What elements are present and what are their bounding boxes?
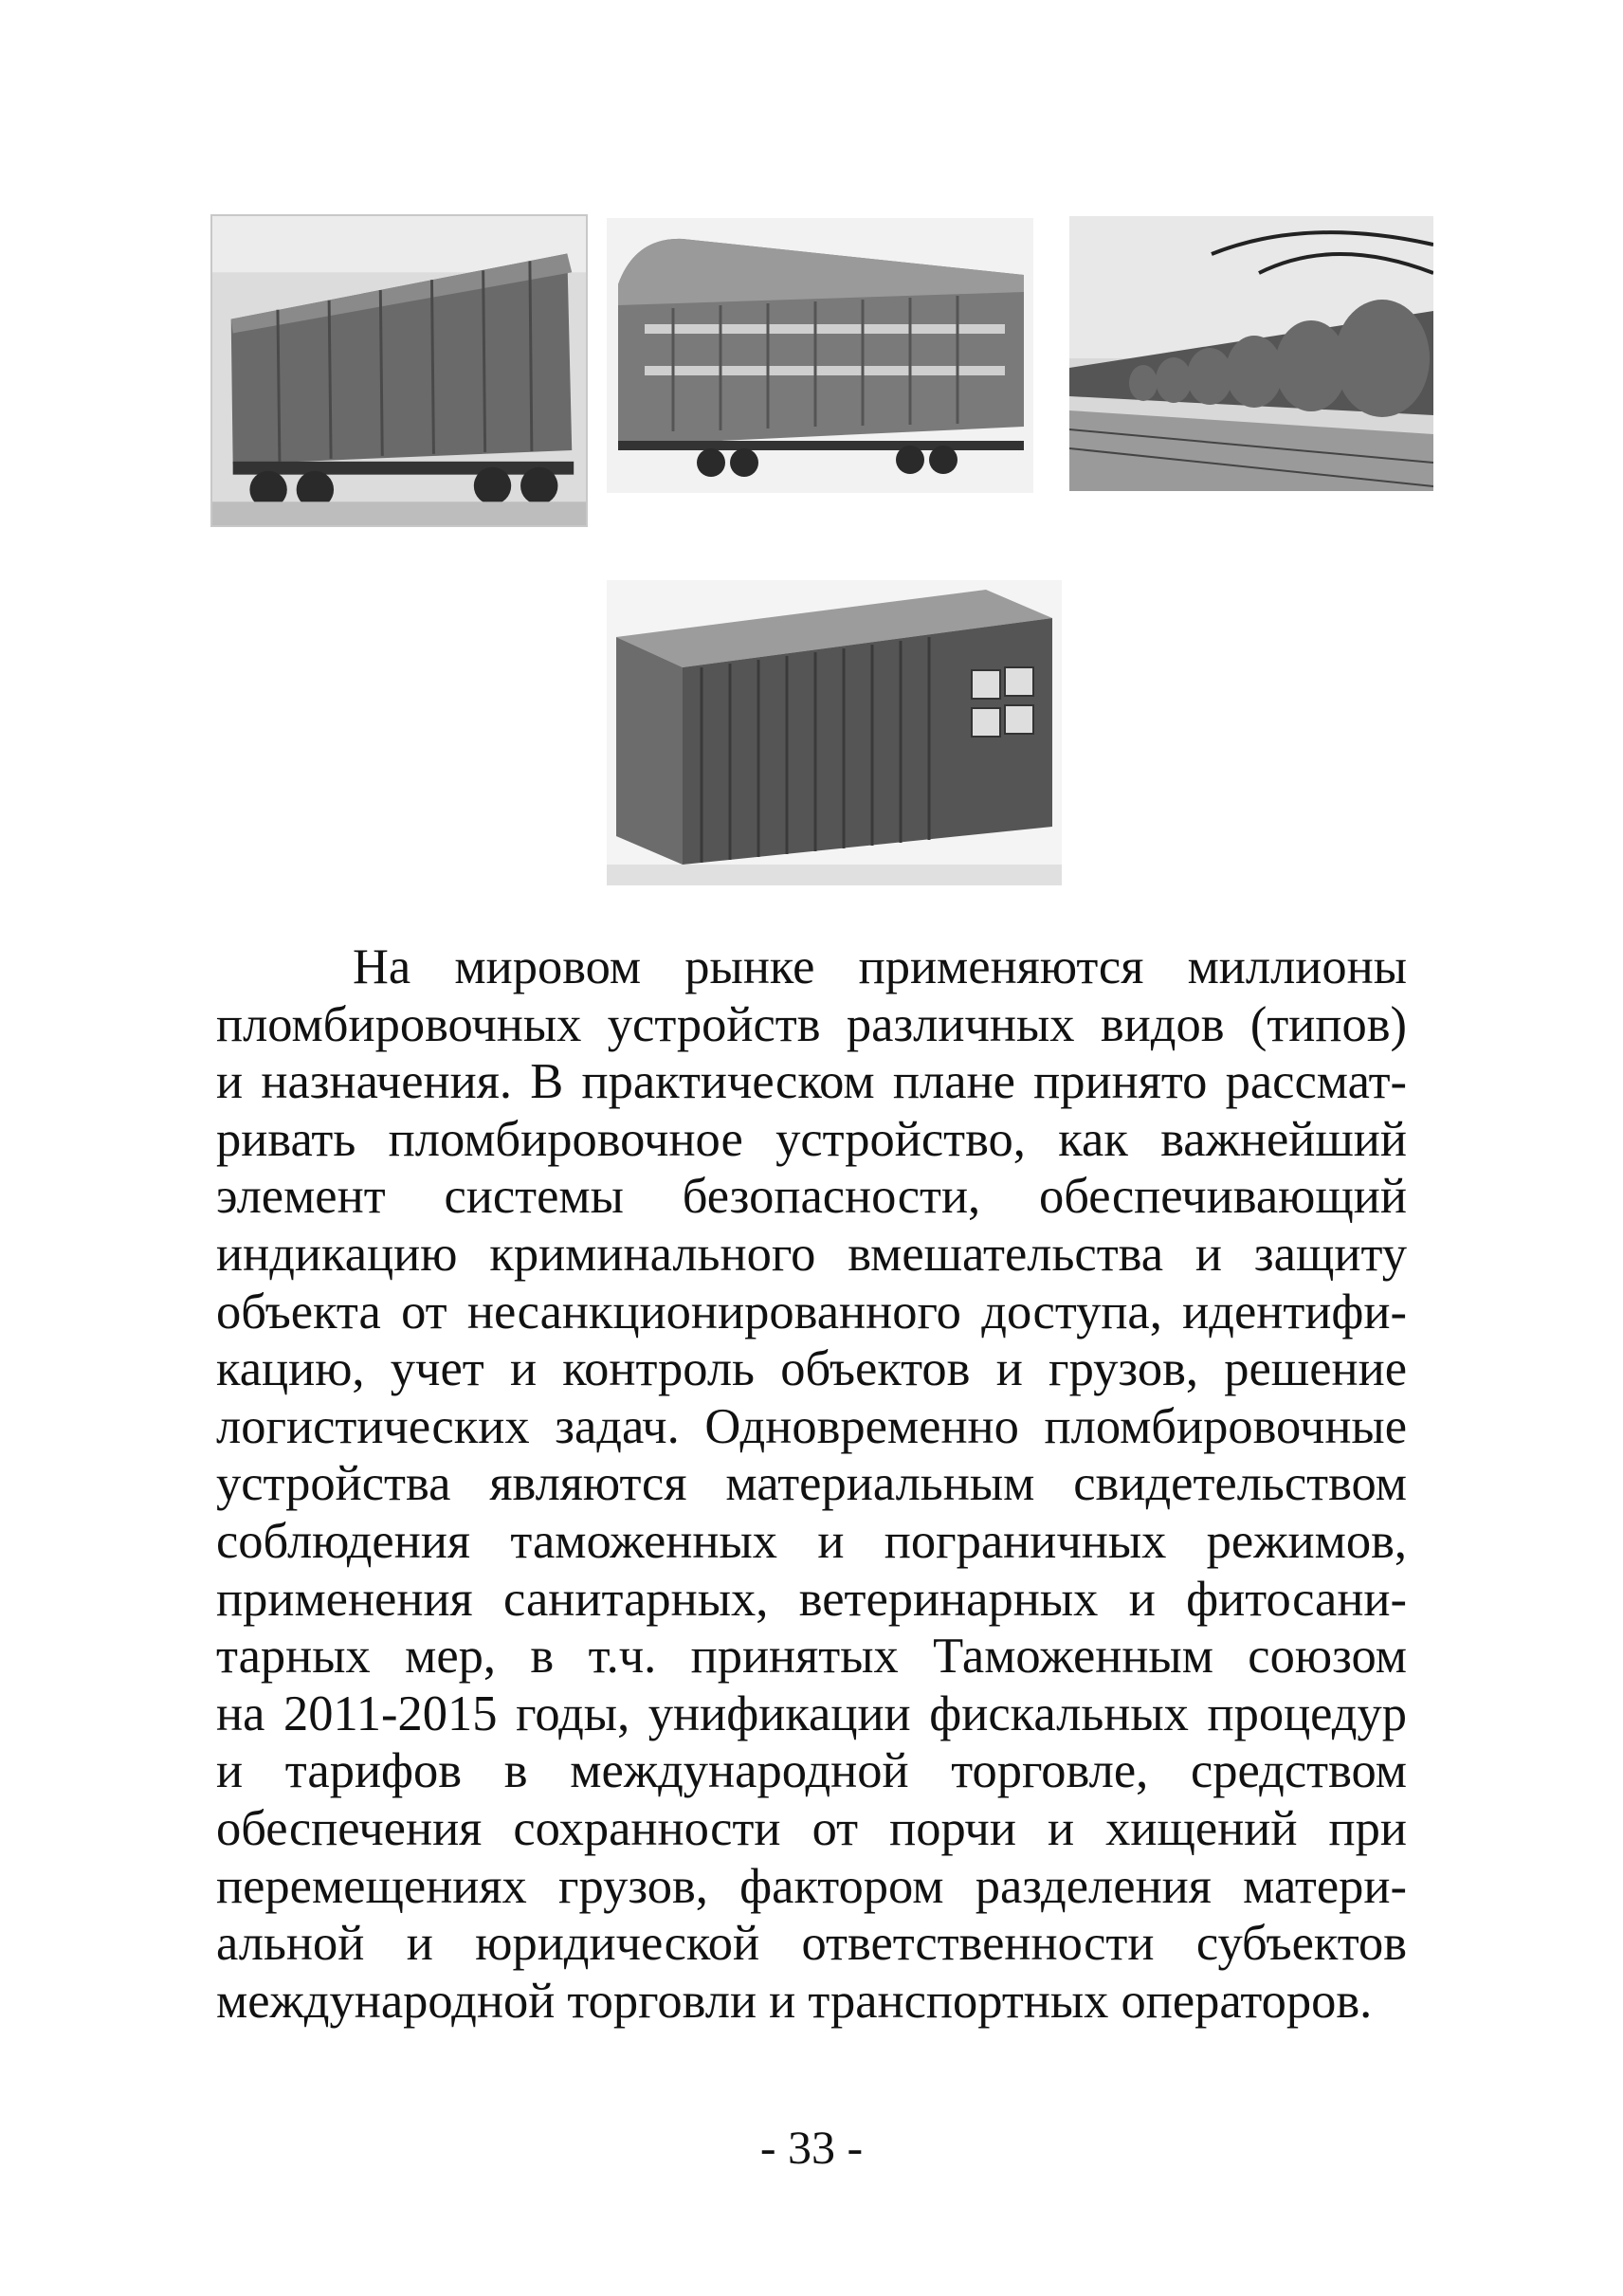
paragraph-line: и назначения. В практическом плане принято рассмат- xyxy=(216,1054,1407,1110)
paragraph-line: на 2011-2015 годы, унификации фискальных процедур xyxy=(216,1686,1407,1741)
paragraph-line: индикацию криминального вмешательства и защиту xyxy=(216,1226,1407,1282)
paragraph-line: кацию, учет и контроль объектов и грузов, решение xyxy=(216,1341,1407,1397)
paragraph-line: применения санитарных, ветеринарных и фитосани- xyxy=(216,1571,1407,1627)
paragraph-line: объекта от несанкционированного доступа, идентифи- xyxy=(216,1284,1407,1339)
paragraph-line: международной торговли и транспортных операторов. xyxy=(216,1973,1373,2029)
paragraph-line: перемещениях грузов, фактором разделения матери- xyxy=(216,1858,1407,1914)
page-number: - 33 - xyxy=(759,2121,864,2174)
paragraph-line: логистических задач. Одновременно пломбировочные xyxy=(216,1398,1407,1454)
paragraph-line: альной и юридической ответственности субъектов xyxy=(216,1916,1407,1972)
paragraph-line: устройства являются материальным свидетельством xyxy=(216,1456,1407,1512)
photo-boxcar xyxy=(210,214,588,527)
paragraph-line: На мировом рынке применяются миллионы xyxy=(353,939,1407,994)
boxcar-illustration xyxy=(212,216,586,525)
paragraph-line: обеспечения сохранности от порчи и хищений при xyxy=(216,1800,1407,1856)
paragraph-line: тарных мер, в т.ч. принятых Таможенным союзом xyxy=(216,1629,1407,1685)
paragraph-line: пломбировочных устройств различных видов (типов) xyxy=(216,996,1407,1052)
paragraph-line: соблюдения таможенных и пограничных режимов, xyxy=(216,1513,1407,1569)
paragraph-line: и тарифов в международной торговле, средством xyxy=(216,1743,1407,1799)
container-illustration xyxy=(607,580,1062,885)
photo-autorack xyxy=(607,218,1033,493)
paragraph-line: ривать пломбировочное устройство, как важнейший xyxy=(216,1111,1407,1167)
body-paragraph xyxy=(216,938,1407,2030)
photo-tank-cars xyxy=(1069,216,1433,491)
autorack-illustration xyxy=(607,218,1033,493)
paragraph-line: элемент системы безопасности, обеспечивающий xyxy=(216,1169,1407,1225)
photo-shipping-container xyxy=(607,580,1062,885)
tank-cars-illustration xyxy=(1069,216,1433,491)
